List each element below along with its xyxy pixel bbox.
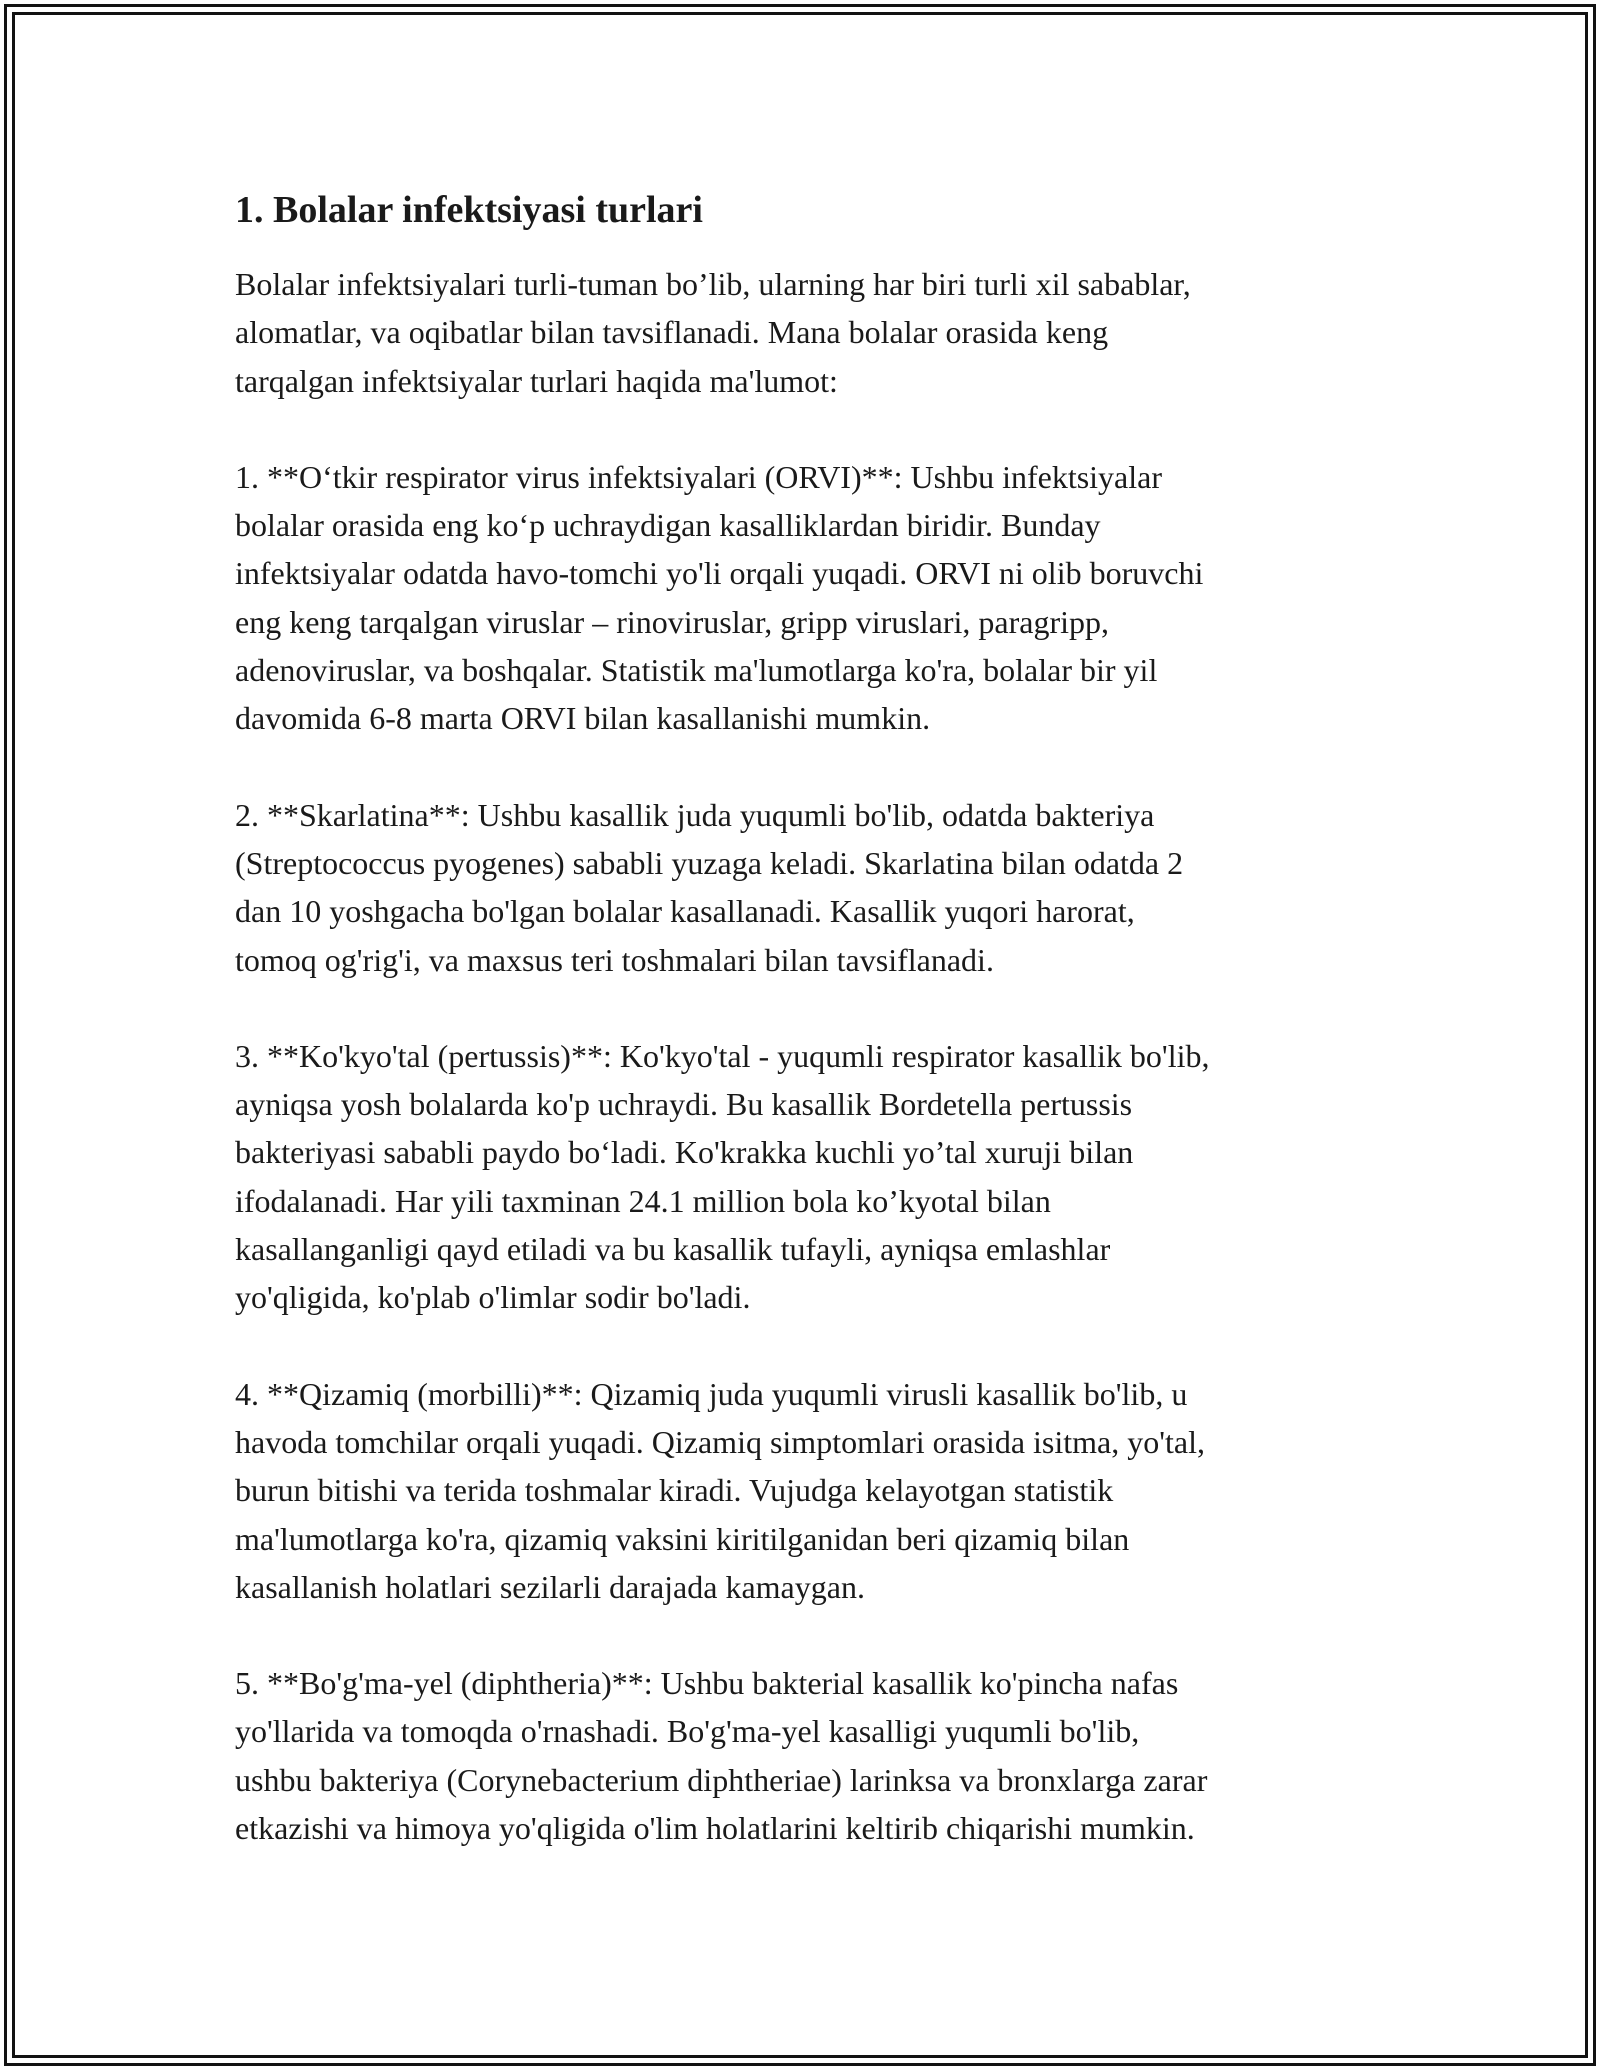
measles-paragraph: 4. **Qizamiq (morbilli)**: Qizamiq juda yuqumli virusli kasallik bo'lib, u havoda tomchilar orqali yuqadi. Qizamiq simptomlari orasida isitma, yo'tal, burun bitishi va terida toshmalar kiradi. Vujudga kelayotgan statistik ma'lumotlarga ko'ra, qizamiq vaksini kiritilganidan beri qizamiq bilan kasallanish holatlari sezilarli darajada kamaygan. — [235, 1375, 1205, 1605]
pertussis-paragraph: 3. **Ko'kyo'tal (pertussis)**: Ko'kyo'tal - yuqumli respirator kasallik bo'lib, ayniqsa yosh bolalarda ko'p uchraydi. Bu kasallik Bordetella pertussis bakteriyasi sababli paydo bo‘ladi. Ko'krakka kuchli yo’tal xuruji bilan ifodalanadi. Har yili taxminan 24.1 million bola ko’kyotal bilan kasallanganligi qayd etiladi va bu kasallik tufayli, ayniqsa emlashlar yo'qligida, ko'plab o'limlar sodir bo'ladi. — [235, 1037, 1210, 1316]
intro-paragraph: Bolalar infektsiyalari turli-tuman bo’lib, ularning har biri turli xil sabablar, alomatlar, va oqibatlar bilan tavsiflanadi. Mana bolalar orasida keng tarqalgan infektsiyalar turlari haqida ma'lumot: — [235, 266, 1191, 399]
diphtheria-paragraph: 5. **Bo'g'ma-yel (diphtheria)**: Ushbu bakterial kasallik ko'pincha nafas yo'llarida va tomoqda o'rnashadi. Bo'g'ma-yel kasalligi yuqumli bo'lib, ushbu bakteriya (Corynebacterium diphtheriae) larinksa va bronxlarga zarar etkazishi va himoya yo'qligida o'lim holatlarini keltirib chiqarishi mumkin. — [235, 1665, 1208, 1847]
document-body — [235, 186, 1375, 1900]
section-heading: 1. Bolalar infektsiyasi turlari — [235, 189, 703, 231]
orvi-paragraph: 1. **O‘tkir respirator virus infektsiyalari (ORVI)**: Ushbu infektsiyalar bolalar orasida eng ko‘p uchraydigan kasalliklardan biridir. Bunday infektsiyalar odatda havo-tomchi yo'li orqali yuqadi. ORVI ni olib boruvchi eng keng tarqalgan viruslar – rinoviruslar, gripp viruslari, paragripp, adenoviruslar, va boshqalar. Statistik ma'lumotlarga ko'ra, bolalar bir yil davomida 6-8 marta ORVI bilan kasallanishi mumkin. — [235, 458, 1204, 737]
skarlatina-paragraph: 2. **Skarlatina**: Ushbu kasallik juda yuqumli bo'lib, odatda bakteriya (Streptococcus pyogenes) sababli yuzaga keladi. Skarlatina bilan odatda 2 dan 10 yoshgacha bo'lgan bolalar kasallanadi. Kasallik yuqori harorat, tomoq og'rig'i, va maxsus teri toshmalari bilan tavsiflanadi. — [235, 796, 1184, 978]
